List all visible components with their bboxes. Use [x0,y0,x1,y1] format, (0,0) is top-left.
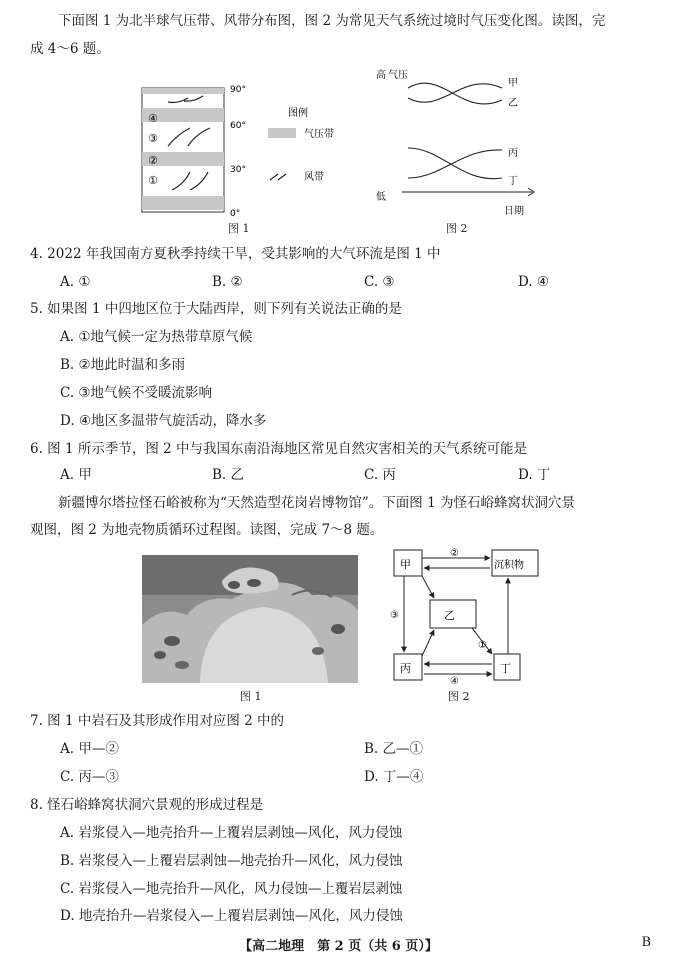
question-5-option-b: B. ②地此时温和多雨 [60,357,186,373]
belt-label-2: ② [148,154,158,167]
question-4-stem: 4. 2022 年我国南方夏秋季持续干旱，受其影响的大气环流是图 1 中 [30,246,441,262]
lat-label-90: 90° [230,85,246,95]
y-axis-bottom-label: 低 [376,192,386,203]
lat-label-0: 0° [230,209,241,219]
arrow-bing-to-yi [422,630,434,656]
figure-4-caption: 图 2 [448,690,470,703]
belt-label-4: ④ [148,112,158,125]
question-5-option-a: A. ①地气候一定为热带草原气候 [60,329,253,345]
curve-ding [408,148,502,179]
pressure-belt-equatorial [142,196,224,210]
question-7-stem: 7. 图 1 中岩石及其形成作用对应图 2 中的 [30,713,285,729]
series-label-yi: 乙 [508,98,518,109]
question-5-option-c: C. ③地气候不受暖流影响 [60,385,213,401]
question-7-option-c: C. 丙—③ [60,769,119,785]
figure-1-pressure-belts [138,80,368,230]
question-8-option-a: A. 岩浆侵入—地壳抬升—上覆岩层剥蚀—风化，风力侵蚀 [60,825,403,841]
question-6-option-a: A. 甲 [60,467,92,483]
legend-wind-label: 风带 [304,172,324,183]
question-4-option-b: B. ② [212,274,243,290]
figure-1-caption: 图 1 [228,222,250,235]
question-8-option-c: C. 岩浆侵入—地壳抬升—风化，风力侵蚀—上覆岩层剥蚀 [60,881,403,897]
question-7-option-a: A. 甲—② [60,741,119,757]
question-6-option-b: B. 乙 [212,467,245,483]
question-4-option-d: D. ④ [518,274,550,290]
question-8-stem: 8. 怪石峪蜂窝状洞穴景观的形成过程是 [30,797,264,813]
question-5-option-d: D. ④地区多温带气旋活动，降水多 [60,413,267,429]
box-yi-label: 乙 [444,609,455,622]
question-6-option-c: C. 丙 [364,467,396,483]
question-8-option-d: D. 地壳抬升—岩浆侵入—上覆岩层剥蚀—风化，风力侵蚀 [60,908,403,924]
figure-3-caption: 图 1 [240,690,262,703]
figure-2-pressure-curves [372,66,542,218]
curve-jia [408,84,502,103]
lat-label-30: 30° [230,165,246,175]
box-ding-label: 丁 [500,662,511,675]
question-4-option-c: C. ③ [364,274,395,290]
question-4-option-a: A. ① [60,274,91,290]
question-6-stem: 6. 图 1 所示季节，图 2 中与我国东南沿海地区常见自然灾害相关的天气系统可能是 [30,441,528,457]
arrow-jia-to-yi [422,576,434,598]
y-axis-label: 气压 [388,70,408,81]
legend-pressure-label: 气压带 [304,129,334,140]
arrow-label-4: ④ [450,676,459,684]
figure-4-rock-cycle [386,546,542,684]
series-label-jia: 甲 [508,78,518,89]
question-7-option-d: D. 丁—④ [364,769,424,785]
question-6-option-d: D. 丁 [518,467,551,483]
y-axis-top-label: 高 [376,70,386,81]
x-axis-label: 日期 [504,206,524,217]
box-jia-label: 甲 [400,558,411,571]
intro1-line1: 下面图 1 为北半球气压带、风带分布图，图 2 为常见天气系统过境时气压变化图。读图，完 [58,13,606,29]
series-label-bing: 丙 [508,148,518,159]
belt-label-3: ③ [148,132,158,145]
lat-label-60: 60° [230,121,246,131]
figure-2-caption: 图 2 [446,222,468,235]
question-7-option-b: B. 乙—① [364,741,424,757]
belt-label-1: ① [148,174,158,187]
box-sediment-label: 沉积物 [494,560,524,571]
honeycomb-cave-photo-drawing [142,555,358,683]
question-5-stem: 5. 如果图 1 中四地区位于大陆西岸，则下列有关说法正确的是 [30,301,402,317]
intro2-line2: 观图，图 2 为地壳物质循环过程图。读图，完成 7～8 题。 [30,522,384,538]
question-8-option-b: B. 岩浆侵入—上覆岩层剥蚀—地壳抬升—风化，风力侵蚀 [60,853,403,869]
curve-bing [408,150,502,178]
arrow-label-3: ③ [390,610,399,621]
arrow-label-1: ① [478,640,487,651]
figure-1-frame [142,88,224,212]
series-label-ding: 丁 [508,176,518,187]
pressure-belt-polar [142,88,224,94]
legend-wind-icon [270,174,286,180]
intro1-line2: 成 4～6 题。 [30,41,110,57]
paper-version: B [641,935,651,950]
legend-pressure-swatch [268,128,296,138]
arrow-label-2: ② [450,548,459,559]
curve-yi [408,83,502,104]
honeycomb-cave-photo [142,555,358,683]
intro2-line1: 新疆博尔塔拉怪石峪被称为“天然造型花岗岩博物馆”。下面图 1 为怪石峪蜂窝状洞穴景 [58,495,575,511]
box-bing-label: 丙 [400,662,411,675]
page-footer: 【高二地理 第 2 页（共 6 页）】 [239,939,438,954]
legend-title: 图例 [288,108,308,119]
